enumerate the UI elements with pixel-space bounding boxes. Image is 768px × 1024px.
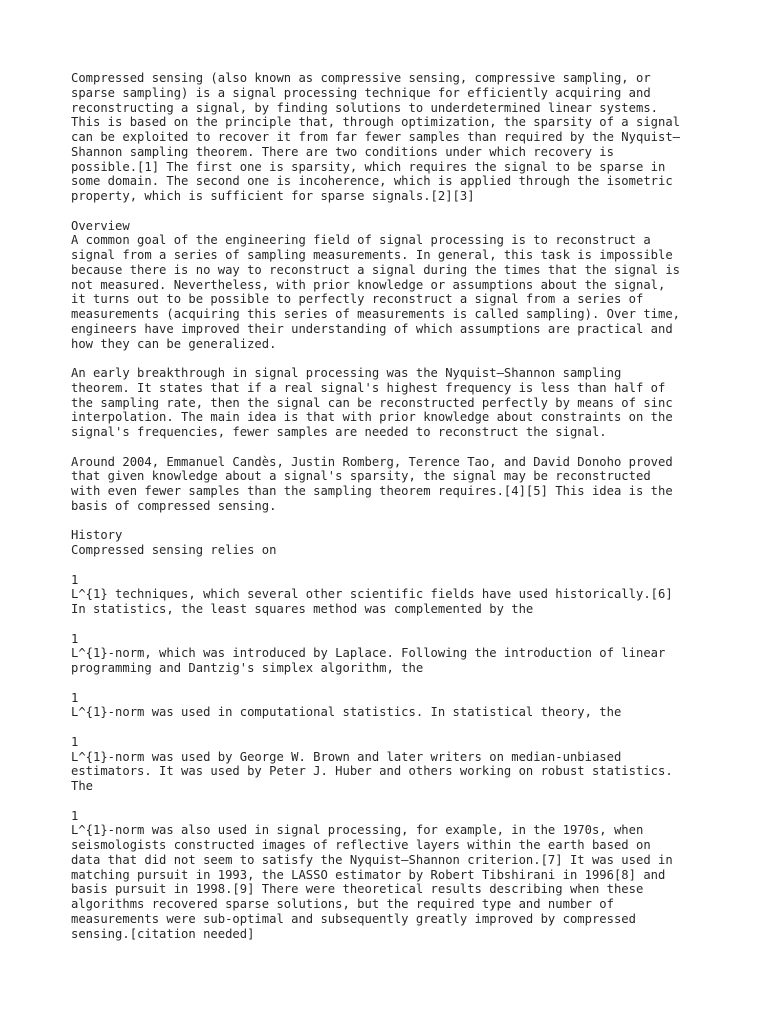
history-block-4-index: 1 [71,734,79,749]
spacer [71,440,711,455]
history-block-3-index: 1 [71,690,79,705]
history-block-1-text: L^{1} techniques, which several other scientific fields have used historically.[6] In statistics, the least squares method was complemented by the [71,587,673,616]
history-block-2-text: L^{1}-norm, which was introduced by Laplace. Following the introduction of linear programming and Dantzig's simplex algorithm, the [71,646,666,675]
history-block-1-index: 1 [71,572,79,587]
history-heading: History [71,528,123,543]
intro-paragraph: Compressed sensing (also known as compressive sensing, compressive sampling, or sparse sampling) is a signal processing technique for efficiently acquiring and reconstructing a signal, by finding solutions to underdetermined linear systems. This is based on the principle that, through optimization, the sparsity of a signal can be exploited to recover it from far fewer samples than required by the Nyquist– Shannon sampling theorem. There are two conditions under which recovery is possible.[1] The first one is sparsity, which requires the signal to be sparse in some domain. The second one is incoherence, which is applied through the isometric property, which is sufficient for sparse signals.[2][3] [71,71,681,203]
history-paragraph-intro: Compressed sensing relies on [71,543,277,557]
history-block-5-index: 1 [71,808,79,823]
overview-heading: Overview [71,218,130,233]
overview-paragraph-1: A common goal of the engineering field of signal processing is to reconstruct a signal from a series of sampling measurements. In general, this task is impossible because there is no way to reconstruct a signal during the times that the signal is not measured. Nevertheless, with prior knowledge or assumptions about the signal, it turns out to be possible to perfectly reconstruct a signal from a series of measurements (acquiring this series of measurements is called sampling). Over time, engineers have improved their understanding of which assumptions are practical and how they can be generalized. [71,233,681,351]
overview-paragraph-3: Around 2004, Emmanuel Candès, Justin Romberg, Terence Tao, and David Donoho proved that given knowledge about a signal's sparsity, the signal may be reconstructed with even fewer samples than the sampling theorem requires.[4][5] This idea is the basis of compressed sensing. [71,454,673,513]
history-block-2-index: 1 [71,631,79,646]
history-block-5-text: L^{1}-norm was also used in signal processing, for example, in the 1970s, when seismologists constructed images of reflective layers within the earth based on data that did not seem to satisfy the Nyquist–Shannon criterion.[7] It was used in matching pursuit in 1993, the LASSO estimator by Robert Tibshirani in 1996[8] and basis pursuit in 1998.[9] There were theoretical results describing when these algorithms recovered sparse solutions, but the required type and number of measurements were sub-optimal and subsequently greatly improved by compressed sensing.[citation needed] [71,823,673,941]
spacer [71,351,711,366]
spacer [71,558,711,573]
spacer [71,204,711,219]
history-block-3-text: L^{1}-norm was used in computational statistics. In statistical theory, the [71,705,622,720]
history-block-4-text: L^{1}-norm was used by George W. Brown and later writers on median-unbiased estimators. It was used by Peter J. Huber and others working on robust statistics. The [71,749,673,793]
spacer [71,617,711,632]
spacer [71,514,711,529]
document-page [71,71,711,941]
spacer [71,676,711,691]
spacer [71,720,711,735]
overview-paragraph-2: An early breakthrough in signal processing was the Nyquist–Shannon sampling theorem. It states that if a real signal's highest frequency is less than half of the sampling rate, then the signal can be reconstructed perfectly by means of sinc interpolation. The main idea is that with prior knowledge about constraints on the signal's frequencies, fewer samples are needed to reconstruct the signal. [71,366,673,439]
spacer [71,794,711,809]
